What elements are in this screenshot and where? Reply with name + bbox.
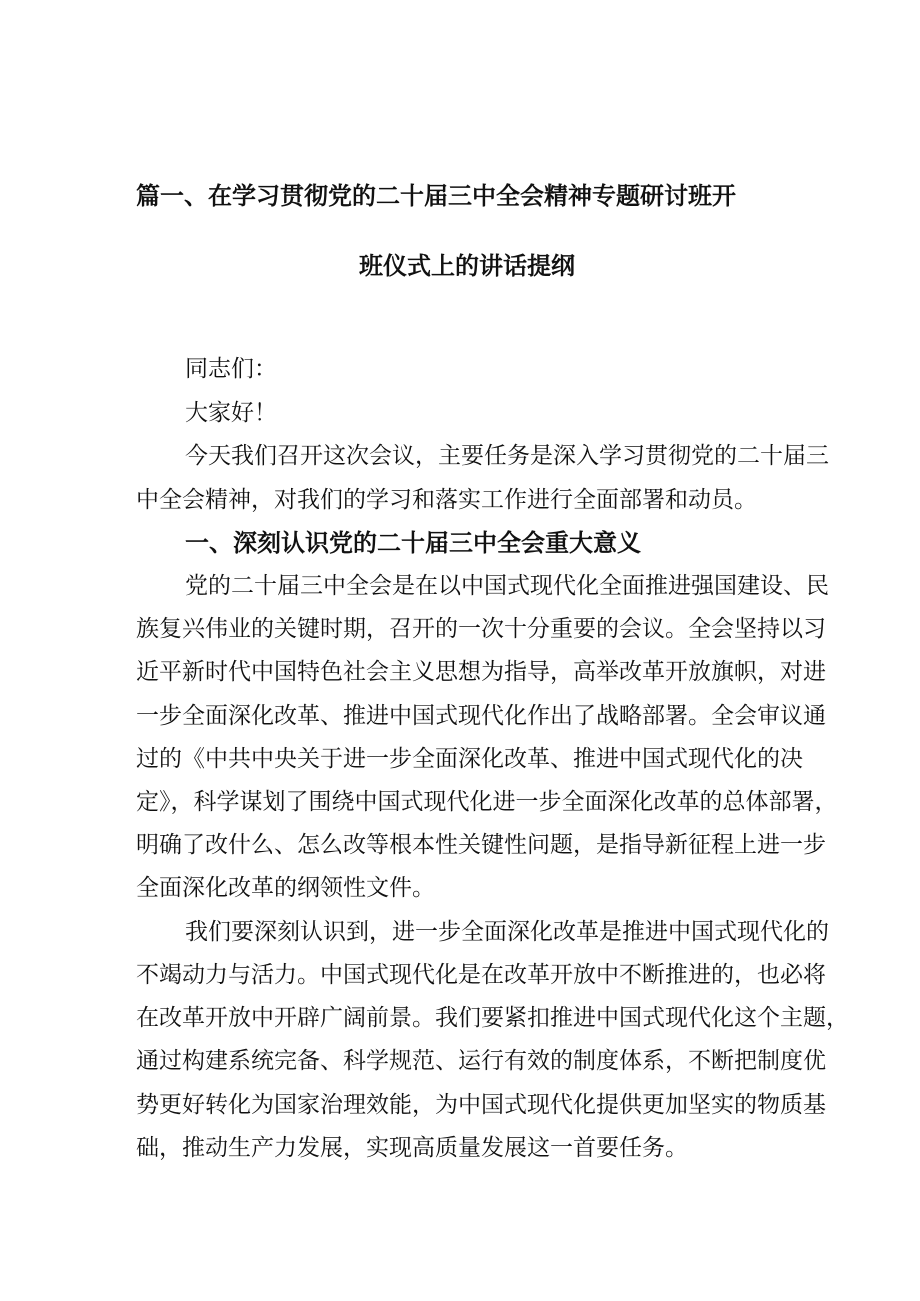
- salutation: 同志们：: [185, 356, 277, 382]
- paragraph-line: 势更好转化为国家治理效能，为中国式现代化提供更加坚实的物质基: [136, 1092, 826, 1118]
- intro-line: 今天我们召开这次会议，主要任务是深入学习贯彻党的二十届三: [185, 443, 829, 469]
- greeting: 大家好！: [185, 400, 277, 426]
- paragraph-line: 在改革开放中开辟广阔前景。我们要紧扣推进中国式现代化这个主题，: [136, 1005, 849, 1031]
- paragraph-line: 全面深化改革的纲领性文件。: [136, 875, 435, 901]
- document-title-line-2: 班仪式上的讲话提纲: [359, 252, 575, 280]
- paragraph-line: 础，推动生产力发展，实现高质量发展这一首要任务。: [136, 1135, 688, 1161]
- paragraph-line: 定》，科学谋划了围绕中国式现代化进一步全面深化改革的总体部署，: [136, 789, 838, 815]
- paragraph-line: 近平新时代中国特色社会主义思想为指导，高举改革开放旗帜，对进: [136, 659, 826, 685]
- paragraph-line: 不竭动力与活力。中国式现代化是在改革开放中不断推进的，也必将: [136, 962, 826, 988]
- paragraph-line: 我们要深刻认识到，进一步全面深化改革是推进中国式现代化的: [185, 919, 829, 945]
- document-title-line-1: 篇一、在学习贯彻党的二十届三中全会精神专题研讨班开: [136, 182, 736, 210]
- section-heading: 一、深刻认识党的二十届三中全会重大意义: [185, 529, 641, 557]
- paragraph-line: 过的《中共中央关于进一步全面深化改革、推进中国式现代化的决: [136, 746, 803, 772]
- paragraph-line: 党的二十届三中全会是在以中国式现代化全面推进强国建设、民: [185, 573, 829, 599]
- paragraph-line: 一步全面深化改革、推进中国式现代化作出了战略部署。全会审议通: [136, 703, 826, 729]
- intro-line: 中全会精神，对我们的学习和落实工作进行全面部署和动员。: [136, 487, 757, 513]
- paragraph-line: 明确了改什么、怎么改等根本性关键性问题，是指导新征程上进一步: [136, 832, 826, 858]
- paragraph-line: 通过构建系统完备、科学规范、运行有效的制度体系，不断把制度优: [136, 1048, 826, 1074]
- paragraph-line: 族复兴伟业的关键时期，召开的一次十分重要的会议。全会坚持以习: [136, 616, 826, 642]
